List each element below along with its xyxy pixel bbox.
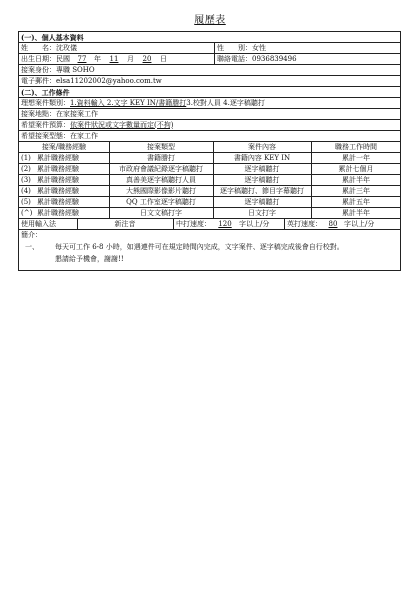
email-label: 電子郵件： <box>21 76 56 85</box>
identity-field <box>19 65 95 75</box>
experience-cell <box>19 208 109 218</box>
phone-value: 0936839496 <box>252 54 297 63</box>
chinese-speed-value: 120 <box>218 219 232 228</box>
location-value: 在家接案工作 <box>56 109 98 118</box>
row-experience: 累計職務經驗 <box>37 208 79 217</box>
chinese-speed-field <box>174 219 284 229</box>
row-index: (2) <box>21 164 31 173</box>
column-header: 職務工作時間 <box>335 142 377 151</box>
identity-value: 專職 SOHO <box>56 65 95 74</box>
intro-section <box>19 230 400 270</box>
row-index: (4) <box>21 186 31 195</box>
birth-day: 20 <box>142 54 152 63</box>
column-header: 案件內容 <box>248 142 276 151</box>
section-work-header <box>19 87 400 98</box>
row-index: (3) <box>21 175 31 184</box>
row-type: QQ 工作室逐字稿聽打 <box>126 197 196 206</box>
method-label: 使用輸入法 <box>21 219 56 228</box>
name-gender-row <box>19 43 400 54</box>
row-content: 逐字稿聽打 <box>244 175 280 184</box>
gender-field <box>215 43 266 53</box>
row-experience: 累計職務經驗 <box>37 197 79 206</box>
row-time: 累計七個月 <box>338 164 374 173</box>
row-experience: 累計職務經驗 <box>37 153 79 162</box>
budget-label: 希望案件預算： <box>21 120 70 129</box>
row-type: 真善美逐字稿聽打人員 <box>126 175 196 184</box>
mode-value: 在家工作 <box>70 131 98 140</box>
row-type: 市政府會議紀錄逐字稿聽打 <box>119 164 203 173</box>
experience-row <box>19 208 400 219</box>
row-type: 書籍謄打 <box>147 153 175 162</box>
experience-cell <box>19 197 109 207</box>
method-value: 新注音 <box>114 219 136 228</box>
experience-cell <box>19 164 109 174</box>
types-row <box>19 98 400 109</box>
location-row <box>19 109 400 120</box>
row-time: 累計五年 <box>342 197 370 206</box>
birth-phone-row <box>19 54 400 65</box>
row-content: 日文打字 <box>248 208 276 217</box>
experience-cell <box>19 186 109 196</box>
section-title: (二)、工作條件 <box>21 87 70 97</box>
email-value: elsa11202002@yahoo.com.tw <box>56 76 162 85</box>
row-index: (5) <box>21 197 31 206</box>
intro-line-1: 每天可工作 6-8 小時，如遇連件可在規定時間內完成，文字案件、逐字稿完成後會自行校對。 <box>55 243 344 251</box>
birth-day-unit: 日 <box>160 54 167 63</box>
budget-field <box>19 120 173 130</box>
row-content: 逐字稿聽打、節目字幕聽打 <box>220 186 304 195</box>
row-experience: 累計職務經驗 <box>37 164 79 173</box>
location-label: 接案地點： <box>21 109 56 118</box>
experience-row <box>19 175 400 186</box>
gender-label: 性 別： <box>217 43 252 52</box>
gender-value: 女性 <box>252 43 266 52</box>
identity-label: 接案身份： <box>21 65 56 74</box>
input-method-row <box>19 219 400 230</box>
column-header: 接案類型 <box>147 142 175 151</box>
mode-field <box>19 131 98 141</box>
row-time: 累計半年 <box>342 175 370 184</box>
english-speed-value: 80 <box>328 219 338 228</box>
types-label: 理想案件類別： <box>21 98 70 107</box>
chinese-speed-label: 中打速度： <box>176 219 211 228</box>
birth-field <box>19 54 214 64</box>
experience-cell <box>19 153 109 163</box>
row-content: 書籍內容 KEY IN <box>233 153 291 162</box>
intro-line-2: 懇請給予機會，謝謝!! <box>55 255 124 263</box>
mode-row <box>19 131 400 142</box>
email-row <box>19 76 400 87</box>
resume-title: 履歷表 <box>194 15 226 26</box>
row-content: 逐字稿聽打 <box>244 164 280 173</box>
budget-value: 依案件狀況或文字數量而定(不拘) <box>70 120 174 129</box>
mode-label: 希望接案型態： <box>21 131 70 140</box>
types-value: 1.資料輸入 2.文字 KEY IN/書籍謄打 <box>70 98 187 107</box>
row-experience: 累計職務經驗 <box>37 175 79 184</box>
section-title: (一)、個人基本資料 <box>21 32 84 42</box>
types-field <box>19 98 265 108</box>
experience-row <box>19 197 400 208</box>
budget-row <box>19 120 400 131</box>
birth-month-unit: 月 <box>127 54 134 63</box>
types-rest: 3.校對人員 4.逐字稿聽打 <box>186 98 265 107</box>
experience-row <box>19 186 400 197</box>
phone-field <box>215 54 297 64</box>
intro-label: 簡介： <box>21 231 42 239</box>
row-type: 大熊國際影像影片聽打 <box>126 186 196 195</box>
row-time: 累計三年 <box>342 186 370 195</box>
row-experience: 累計職務經驗 <box>37 186 79 195</box>
english-speed-label: 英打速度： <box>287 219 322 228</box>
column-header: 接案/職務經驗 <box>41 142 87 151</box>
experience-cell <box>19 175 109 185</box>
english-speed-field <box>285 219 374 229</box>
email-field <box>19 76 162 86</box>
english-speed-unit: 字以上/分 <box>344 219 375 228</box>
experience-row <box>19 164 400 175</box>
row-index: (^) <box>21 208 33 217</box>
resume-form <box>18 31 401 271</box>
birth-month: 11 <box>109 54 119 63</box>
chinese-speed-unit: 字以上/分 <box>239 219 270 228</box>
identity-row <box>19 65 400 76</box>
experience-row <box>19 153 400 164</box>
name-label: 姓 名： <box>21 43 56 52</box>
row-time: 累計半年 <box>342 208 370 217</box>
section-personal-header <box>19 32 400 43</box>
intro-bullet: 一、 <box>25 243 39 251</box>
experience-table-header <box>19 142 400 153</box>
birth-year: 77 <box>77 54 87 63</box>
row-content: 逐字稿聽打 <box>244 197 280 206</box>
row-index: (1) <box>21 153 31 162</box>
phone-label: 聯絡電話： <box>217 54 252 63</box>
name-value: 沈玫儀 <box>56 43 77 52</box>
name-field <box>19 43 214 53</box>
row-time: 累計一年 <box>342 153 370 162</box>
birth-year-unit: 年 <box>94 54 101 63</box>
row-type: 日文文稿打字 <box>140 208 182 217</box>
birth-label: 出生日期：民國 <box>21 54 70 63</box>
location-field <box>19 109 98 119</box>
